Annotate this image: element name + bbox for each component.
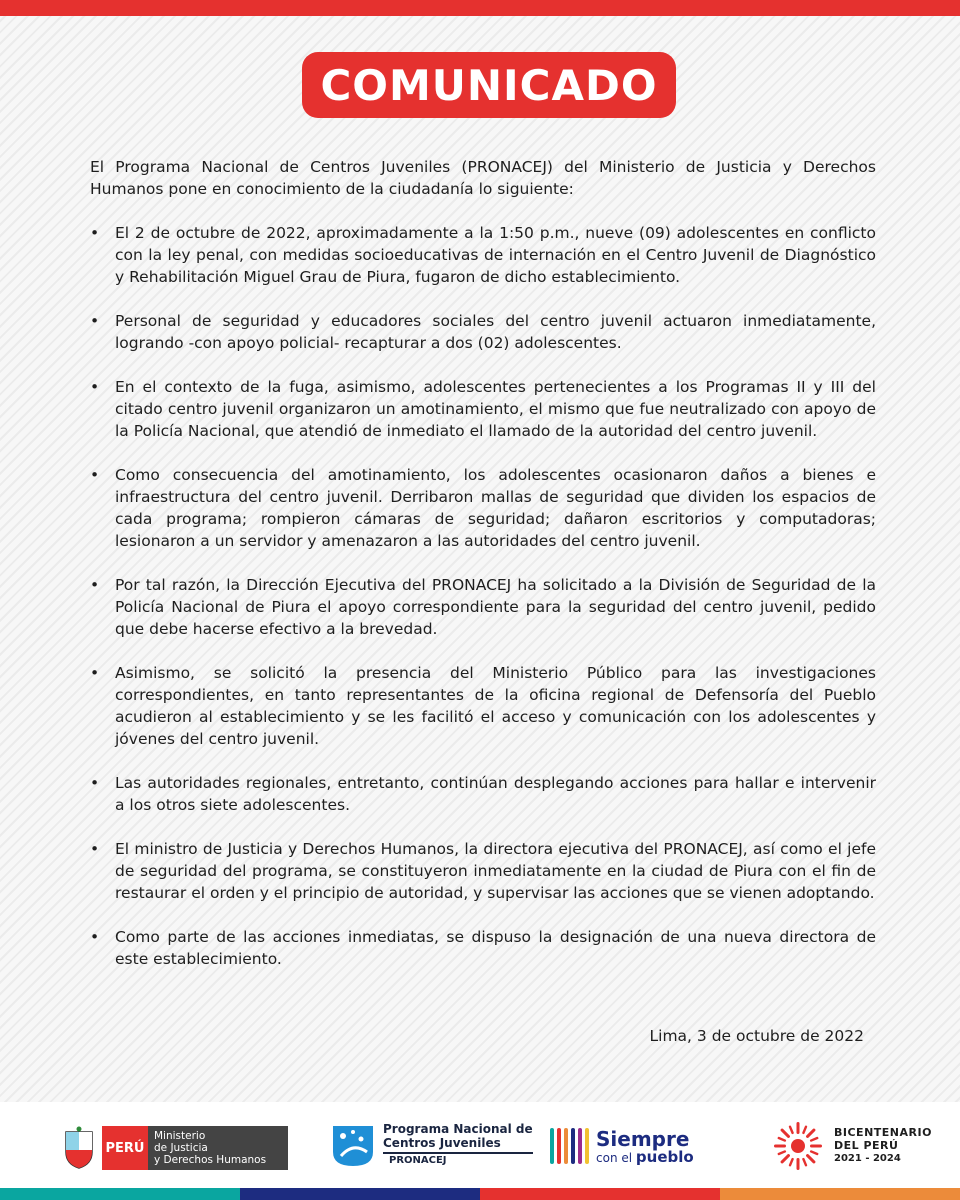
list-item (90, 926, 876, 970)
bullet-text: Como parte de las acciones inmediatas, se dispuso la designación de una nueva directora de este establecimiento. (115, 928, 876, 968)
pronacej-emblem-icon (331, 1122, 375, 1168)
communique-body (90, 156, 876, 992)
top-red-bar (0, 0, 960, 16)
siempre-line-2 (596, 1147, 694, 1166)
siempre-line-1: Siempre (596, 1126, 690, 1151)
intro-paragraph: El Programa Nacional de Centros Juveniles (PRONACEJ) del Ministerio de Justicia y Derechos Humanos pone en conocimiento de la ciudadanía lo siguiente: (90, 158, 876, 198)
pronacej-line-1: Programa Nacional de (383, 1122, 533, 1136)
bicentenario-line-1: BICENTENARIO (834, 1126, 932, 1139)
bullet-text: Asimismo, se solicitó la presencia del Ministerio Público para las investigaciones correspondientes, en tanto representantes de la oficina regional de Defensoría del Pueblo acudieron al establecimiento y se les facilitó el acceso y comunicación con los adolescentes y jóvenes del centro juvenil. (115, 664, 876, 748)
siempre-line-2a: con el (596, 1150, 633, 1165)
bullet-marker: • (90, 840, 100, 858)
title-banner (302, 52, 676, 118)
bullet-marker: • (90, 928, 100, 946)
bottom-stripe-teal (0, 1188, 240, 1200)
bottom-stripe-red (480, 1188, 720, 1200)
bottom-stripe-orange (720, 1188, 960, 1200)
pronacej-logo (331, 1122, 533, 1168)
bullet-text: El 2 de octubre de 2022, aproximadamente a la 1:50 p.m., nueve (09) adolescentes en conflicto con la ley penal, con medidas socioeducativas de internación en el Centro Juvenil de Diagnóstico y Rehabilitación Miguel Grau de Piura, fugaron de dicho establecimiento. (115, 224, 876, 286)
peru-label: PERÚ (102, 1126, 148, 1170)
list-item (90, 310, 876, 354)
minjus-logo (62, 1126, 288, 1170)
list-item (90, 772, 876, 816)
pronacej-line-3: PRONACEJ (389, 1155, 447, 1166)
minjus-line-3: y Derechos Humanos (154, 1154, 267, 1166)
pronacej-name (383, 1122, 533, 1168)
bullet-marker: • (90, 774, 100, 792)
pronacej-line-2: Centros Juveniles (383, 1136, 533, 1154)
minjus-line-1: Ministerio (154, 1130, 206, 1142)
siempre-logo (548, 1124, 694, 1168)
date-line: Lima, 3 de octubre de 2022 (649, 1027, 864, 1045)
bicentenario-name (834, 1126, 932, 1166)
list-item (90, 574, 876, 640)
list-item (90, 838, 876, 904)
siempre-name (596, 1128, 694, 1165)
list-item (90, 662, 876, 750)
list-item (90, 222, 876, 288)
bullet-text: Por tal razón, la Dirección Ejecutiva del PRONACEJ ha solicitado a la División de Seguridad de la Policía Nacional de Piura el apoyo correspondiente para la seguridad del centro juvenil, pedido que debe hacerse efectivo a la brevedad. (115, 576, 876, 638)
bicentenario-logo (770, 1118, 932, 1174)
bullet-text: Personal de seguridad y educadores sociales del centro juvenil actuaron inmediatamente, logrando -con apoyo policial- recapturar a dos (02) adolescentes. (115, 312, 876, 352)
bicentenario-sunburst-icon (770, 1118, 826, 1174)
list-item (90, 464, 876, 552)
bullet-marker: • (90, 576, 100, 594)
bullet-marker: • (90, 378, 100, 396)
minjus-name (148, 1126, 288, 1170)
bullet-marker: • (90, 664, 100, 682)
bullet-text: Las autoridades regionales, entretanto, continúan desplegando acciones para hallar e intervenir a los otros siete adolescentes. (115, 774, 876, 814)
bicentenario-line-3: 2021 - 2024 (834, 1153, 901, 1164)
bullet-marker: • (90, 312, 100, 330)
bullet-marker: • (90, 224, 100, 242)
peru-coat-of-arms-icon (62, 1126, 96, 1170)
page-title: COMUNICADO (320, 60, 658, 110)
list-item (90, 376, 876, 442)
siempre-stripes-icon (548, 1124, 590, 1168)
bicentenario-line-2: DEL PERÚ (834, 1139, 899, 1152)
bullet-text: El ministro de Justicia y Derechos Humanos, la directora ejecutiva del PRONACEJ, así como el jefe de seguridad del programa, se constituyeron inmediatamente en la ciudad de Piura con el fin de restaurar el orden y el principio de autoridad, y supervisar las acciones que se vienen adoptando. (115, 840, 876, 902)
bullet-marker: • (90, 466, 100, 484)
bottom-stripe-navy (240, 1188, 480, 1200)
siempre-line-2b: pueblo (635, 1147, 694, 1166)
minjus-line-2: de Justicia (154, 1142, 208, 1154)
bullet-list (90, 222, 876, 970)
bullet-text: Como consecuencia del amotinamiento, los adolescentes ocasionaron daños a bienes e infraestructura del centro juvenil. Derribaron mallas de seguridad que dividen los espacios de cada programa; rompieron cámaras de seguridad; dañaron escritorios y computadoras; lesionaron a un servidor y amenazaron a las autoridades del centro juvenil. (115, 466, 876, 550)
bullet-text: En el contexto de la fuga, asimismo, adolescentes pertenecientes a los Programas II y III del citado centro juvenil organizaron un amotinamiento, el mismo que fue neutralizado con apoyo de la Policía Nacional, que atendió de inmediato el llamado de la autoridad del centro juvenil. (115, 378, 876, 440)
